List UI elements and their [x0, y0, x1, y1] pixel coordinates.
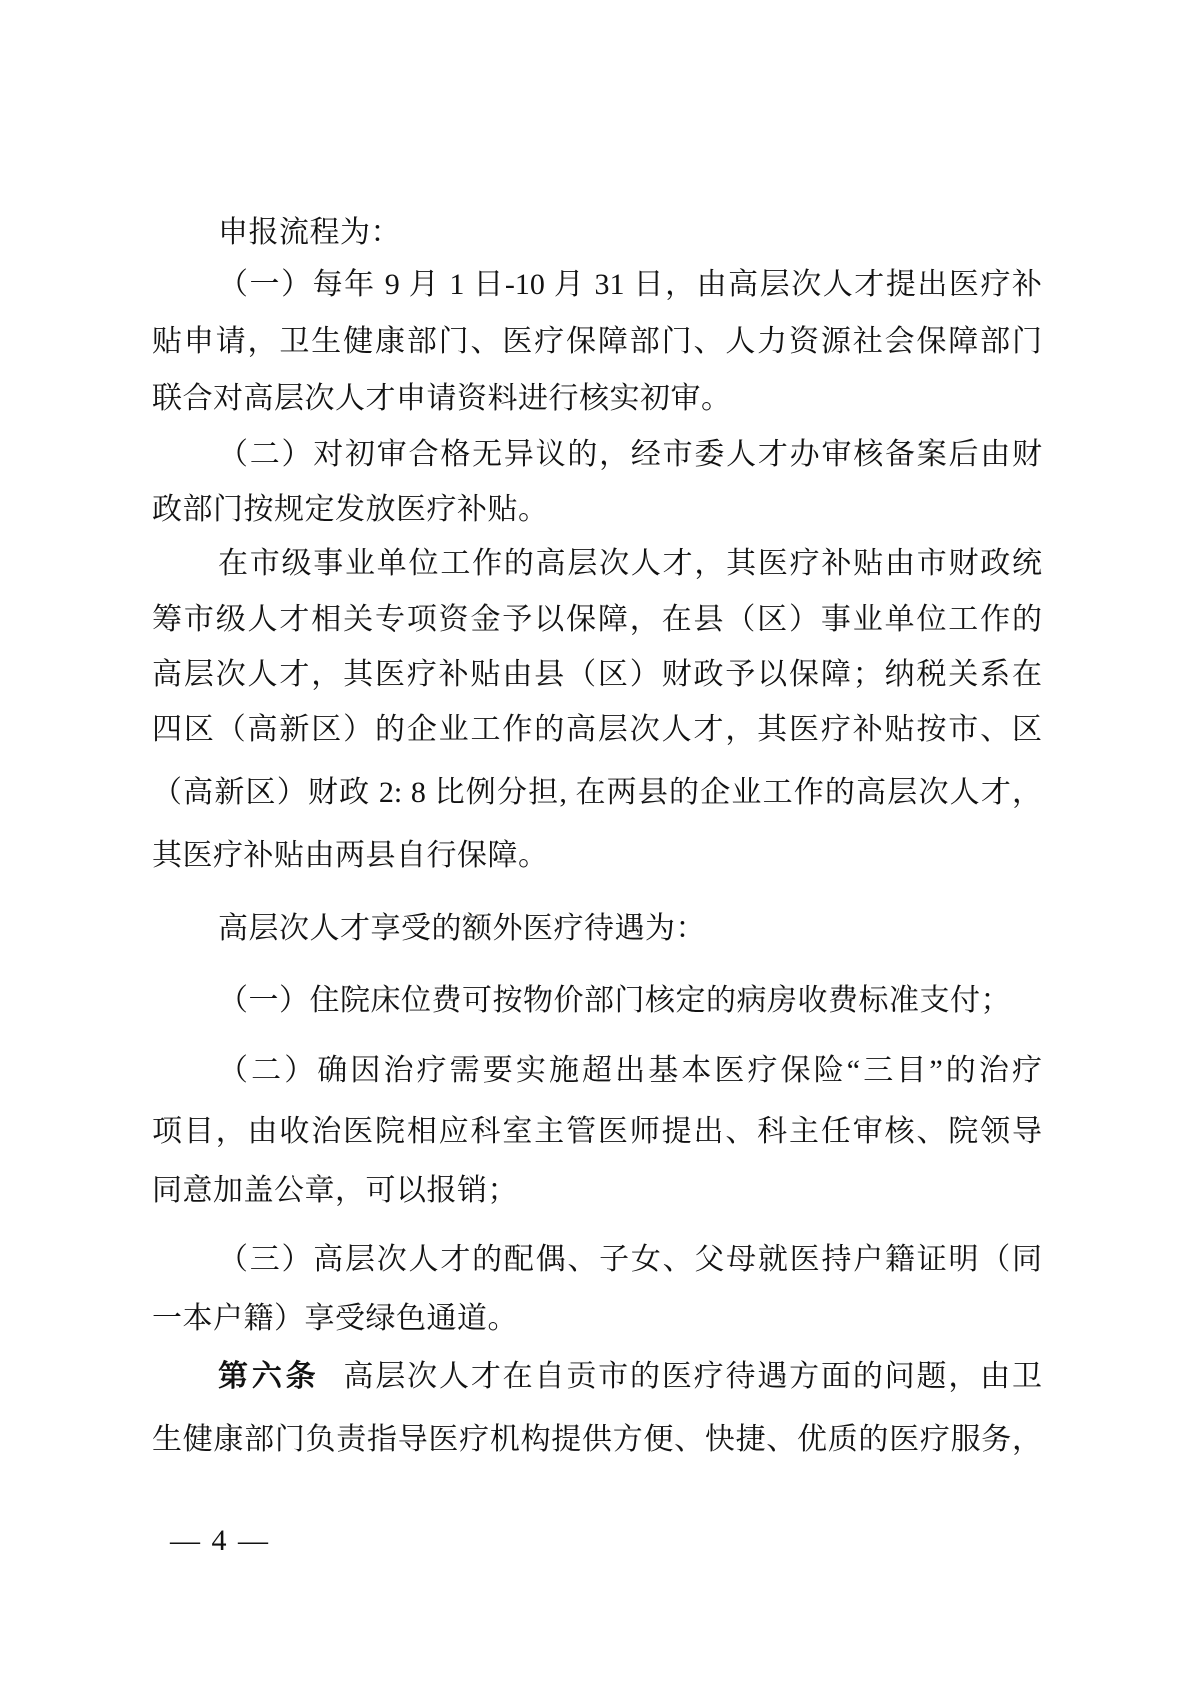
- text-line: （二）对初审合格无异议的，经市委人才办审核备案后由财: [218, 438, 1042, 471]
- text-line: 同意加盖公章，可以报销；: [152, 1174, 518, 1207]
- text-line: 生健康部门负责指导医疗机构提供方便、快捷、优质的医疗服务，: [152, 1423, 1042, 1456]
- text-line: 项目，由收治医院相应科室主管医师提出、科主任审核、院领导: [152, 1115, 1042, 1148]
- text-line: （高新区）财政 2: 8 比例分担, 在两县的企业工作的高层次人才，: [152, 776, 1042, 809]
- text-line: 高层次人才，其医疗补贴由县（区）财政予以保障；纳税关系在: [152, 658, 1042, 691]
- text-line: 高层次人才享受的额外医疗待遇为：: [218, 912, 706, 945]
- text-line: 联合对高层次人才申请资料进行核实初审。: [152, 382, 732, 415]
- text-line: 其医疗补贴由两县自行保障。: [152, 839, 549, 872]
- text-line: 政部门按规定发放医疗补贴。: [152, 493, 549, 526]
- text-line: 筹市级人才相关专项资金予以保障，在县（区）事业单位工作的: [152, 603, 1042, 636]
- text-line: 在市级事业单位工作的高层次人才，其医疗补贴由市财政统: [218, 547, 1042, 580]
- text-line: （一）住院床位费可按物价部门核定的病房收费标准支付；: [218, 984, 1011, 1017]
- text-line: 四区（高新区）的企业工作的高层次人才，其医疗补贴按市、区: [152, 713, 1042, 746]
- text-line: （一）每年 9 月 1 日-10 月 31 日，由高层次人才提出医疗补: [218, 268, 1042, 301]
- text-line: （二）确因治疗需要实施超出基本医疗保险“三目”的治疗: [218, 1054, 1042, 1087]
- article-number-label: 第六条: [218, 1360, 320, 1393]
- text-line: 申报流程为：: [218, 216, 401, 249]
- text-line: 贴申请，卫生健康部门、医疗保障部门、人力资源社会保障部门: [152, 325, 1042, 358]
- article-text: 高层次人才在自贡市的医疗待遇方面的问题，由卫: [343, 1360, 1042, 1393]
- text-line: 一本户籍）享受绿色通道。: [152, 1302, 518, 1335]
- page-number: — 4 —: [170, 1524, 270, 1557]
- text-line: [152, 1357, 1042, 1397]
- text-line: （三）高层次人才的配偶、子女、父母就医持户籍证明（同: [218, 1243, 1042, 1276]
